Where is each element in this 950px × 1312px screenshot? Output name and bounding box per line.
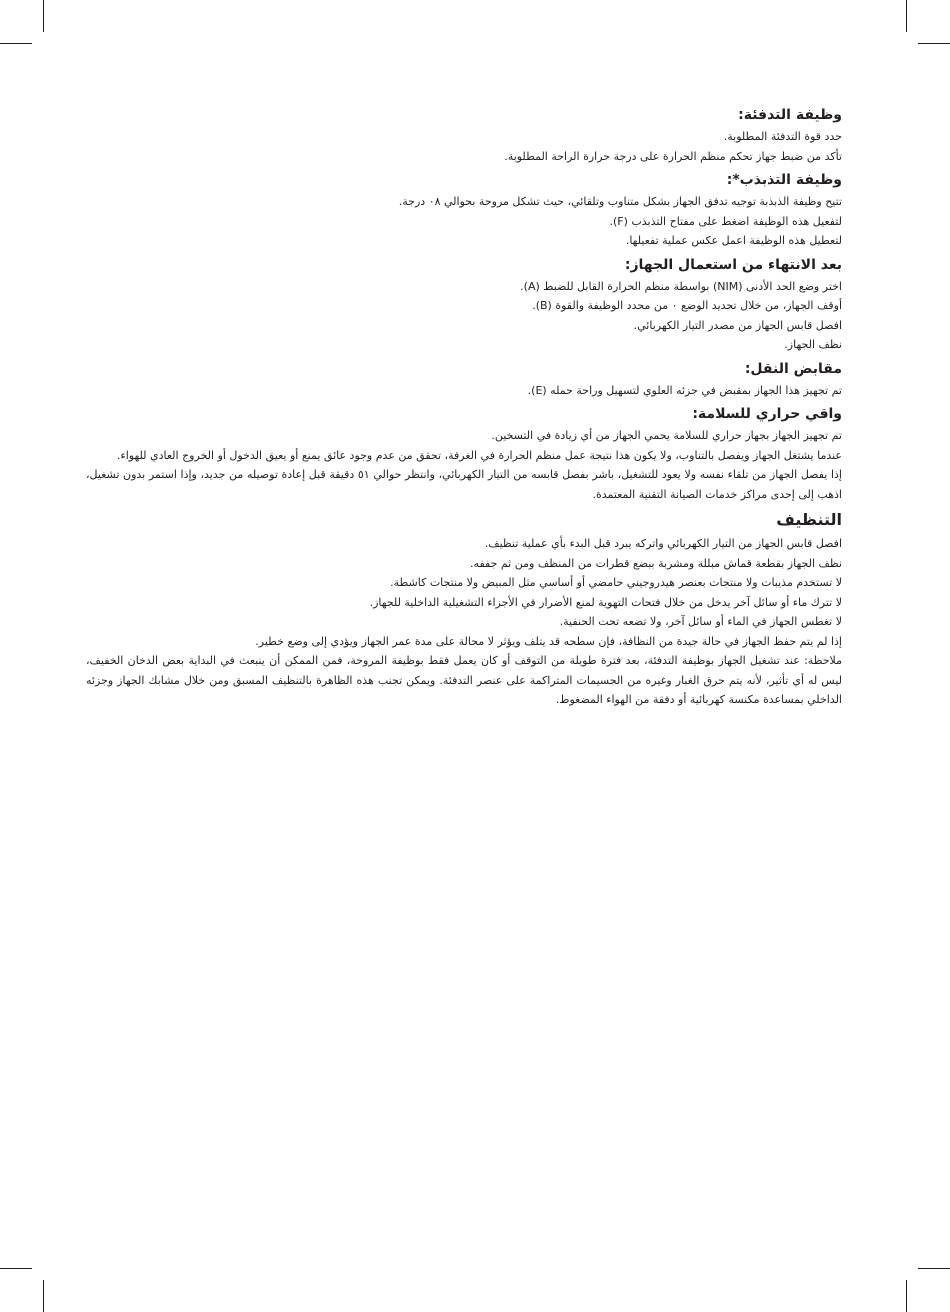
paragraph: تم تجهيز الجهاز بجهاز حراري للسلامة يحمي الجهاز من أي زيادة في التسخين. <box>491 429 842 442</box>
paragraph: تأكد من ضبط جهاز تحكم منظم الحرارة على درجة حرارة الراحة المطلوبة. <box>504 149 842 163</box>
section-heading: التنظيف <box>776 510 842 529</box>
paragraph: نظف الجهاز بقطعة قماش مبللة ومشربة ببضع قطرات من المنظف ومن ثم جففه. <box>470 556 842 570</box>
paragraph: حدد قوة التدفئة المطلوبة. <box>723 130 842 143</box>
section-cleaning <box>86 509 842 710</box>
paragraph: إذا لم يتم حفظ الجهاز في حالة جيدة من النظافة، فإن سطحه قد يتلف ويؤثر لا محالة على مدة عمر الجهاز ويؤدي إلى وضع خطير. <box>255 634 842 648</box>
paragraph: تم تجهيز هذا الجهاز بمقبض في جزئه العلوي لتسهيل وراحة حمله (E). <box>527 383 842 397</box>
section-heading: واقي حراري للسلامة: <box>692 406 842 422</box>
section-heading: وظيفة التدفئة: <box>738 107 842 123</box>
crop-mark-bottom-left-horizontal <box>0 1268 32 1269</box>
paragraph: افصل قابس الجهاز من مصدر التيار الكهربائي. <box>633 318 842 332</box>
section-heating-function <box>86 106 842 166</box>
paragraph: افصل قابس الجهاز من التيار الكهربائي واتركه يبرد قبل البدء بأي عملية تنظيف. <box>484 537 842 550</box>
section-heading: بعد الانتهاء من استعمال الجهاز: <box>624 256 842 273</box>
paragraph: لتفعيل هذه الوظيفة اضغط على مفتاح التذبذب (F). <box>609 214 842 228</box>
crop-mark-bottom-left-vertical <box>43 1280 44 1312</box>
paragraph: تتيح وظيفة الذبذبة توجيه تدفق الجهاز بشكل متناوب وتلقائي، حيث تشكل مروحة بحوالي ٠٨ درجة. <box>398 195 842 208</box>
paragraph: إذا يفصل الجهاز من تلقاء نفسه ولا يعود للتشغيل، باشر بفصل قابسه من التيار الكهربائي، وانتظر حوالي ٥١ دقيقة قبل إعادة توصيله من جديد، وإذا استمر بدون تشغيل، اذهب إلى إحدى مراكز خدمات الصيانة التقنية المعتمدة. <box>86 468 842 501</box>
crop-mark-top-left-vertical <box>43 0 44 32</box>
section-heading: مقابض النقل: <box>744 360 842 377</box>
document-body <box>86 106 842 715</box>
paragraph: نظف الجهاز. <box>784 338 842 351</box>
section-heading: وظيفة التذبذب*: <box>726 172 842 188</box>
paragraph: لا تترك ماء أو سائل آخر يدخل من خلال فتحات التهوية لمنع الأضرار في الأجزاء التشغيلية الداخلية للجهاز. <box>369 595 842 609</box>
crop-mark-top-left-horizontal <box>0 43 32 44</box>
crop-mark-bottom-right-horizontal <box>918 1268 950 1269</box>
crop-mark-top-right-vertical <box>906 0 907 32</box>
section-carry-handles <box>86 360 842 401</box>
note-paragraph: ملاحظة: عند تشغيل الجهاز بوظيفة التدفئة، بعد فترة طويلة من التوقف أو كان يعمل فقط بوظيفة المروحة، فمن الممكن أن ينبعث في البداية بعض الدخان الخفيف، ليس له أي تأثير، لأنه يتم حرق الغبار وغيره من الجسيمات المتراكمة على عنصر التدفئة. ويمكن تجنب هذه الظاهرة بالتنظيف المسبق ومن خلال مشابك الجهاز وجزئه الداخلي بمساعدة مكنسة كهربائية أو دفقة من الهواء المضغوط. <box>86 654 842 706</box>
paragraph: أوقف الجهاز، من خلال تحديد الوضع ٠ من محدد الوظيفة والقوة (B). <box>532 299 842 312</box>
paragraph: عندما يشتغل الجهاز ويفصل بالتناوب، ولا يكون هذا نتيجة عمل منظم الحرارة في الغرفة، تحقق من عدم وجود عائق يمنع أو يعيق الدخول أو الخروج العادي للهواء. <box>117 448 842 462</box>
section-oscillation-function <box>86 171 842 251</box>
crop-mark-top-right-horizontal <box>918 43 950 44</box>
paragraph: لتعطيل هذه الوظيفة اعمل عكس عملية تفعيلها. <box>625 234 842 247</box>
section-after-use <box>86 256 842 355</box>
paragraph: لا تغطس الجهاز في الماء أو سائل آخر، ولا تضعه تحت الحنفية. <box>559 615 842 628</box>
paragraph: لا تستخدم مذيبات ولا منتجات بعنصر هيدروجيني حامضي أو أساسي مثل المبيض ولا منتجات كاشطة. <box>390 576 842 589</box>
paragraph: اختر وضع الحد الأدنى (NIM) بواسطة منظم الحرارة القابل للضبط (A). <box>520 279 842 293</box>
section-thermal-safety <box>86 405 842 504</box>
crop-mark-bottom-right-vertical <box>906 1280 907 1312</box>
